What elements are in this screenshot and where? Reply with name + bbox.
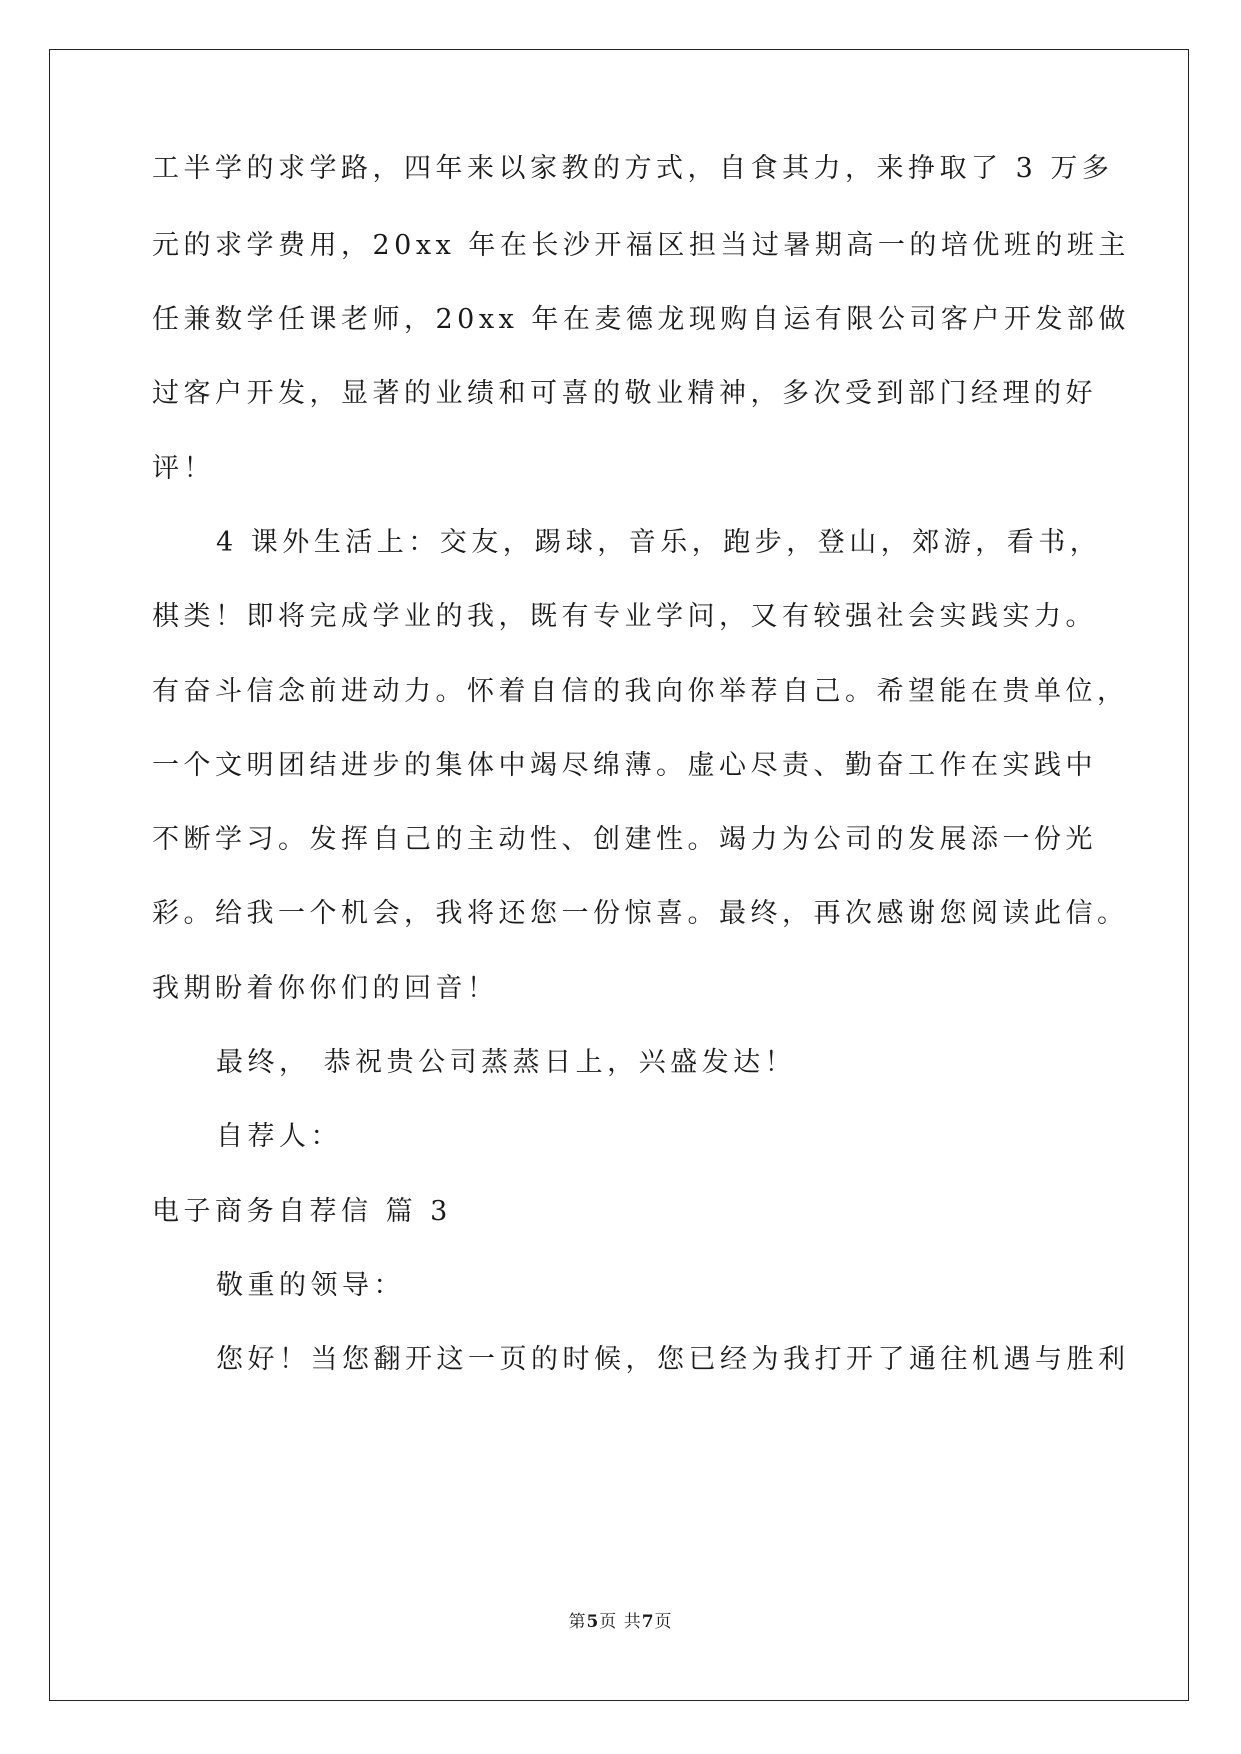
- text-line: 元的求学费用，20xx 年在长沙开福区担当过暑期高一的培优班的班主: [152, 230, 1130, 261]
- page-border: [49, 49, 1189, 1701]
- text-line: 彩。给我一个机会，我将还您一份惊喜。最终，再次感谢您阅读此信。: [152, 898, 1129, 929]
- text-line: 评！: [152, 453, 215, 484]
- text-line: 工半学的求学路，四年来以家教的方式，自食其力，来挣取了 3 万多: [152, 153, 1114, 184]
- text-line: 我期盼着你你们的回音！: [152, 973, 499, 1004]
- signature-label: 自荐人：: [216, 1121, 342, 1152]
- section-title: 电子商务自荐信 篇 3: [152, 1196, 452, 1227]
- text-line: 不断学习。发挥自己的主动性、创建性。竭力为公司的发展添一份光: [152, 824, 1097, 855]
- text-line: 4 课外生活上：交友，踢球，音乐，跑步，登山，郊游，看书，: [216, 527, 1102, 558]
- text-line: 有奋斗信念前进动力。怀着自信的我向你举荐自己。希望能在贵单位，: [152, 676, 1129, 707]
- footer-prefix: 第: [568, 1612, 587, 1632]
- current-page-number: 5: [586, 1612, 600, 1632]
- text-line: 您好！当您翻开这一页的时候，您已经为我打开了通往机遇与胜利: [216, 1344, 1130, 1375]
- text-line: 一个文明团结进步的集体中竭尽绵薄。虚心尽责、勤奋工作在实践中: [152, 750, 1097, 781]
- salutation: 敬重的领导：: [216, 1270, 405, 1301]
- text-line: 过客户开发，显著的业绩和可喜的敬业精神，多次受到部门经理的好: [152, 378, 1097, 409]
- text-line: 任兼数学任课老师，20xx 年在麦德龙现购自运有限公司客户开发部做: [152, 304, 1130, 335]
- text-line: 棋类！即将完成学业的我，既有专业学问，又有较强社会实践实力。: [152, 601, 1097, 632]
- footer-suffix: 页: [654, 1612, 673, 1632]
- footer-mid: 页 共: [599, 1612, 642, 1632]
- total-page-number: 7: [641, 1612, 655, 1632]
- page-footer: [0, 1607, 1241, 1632]
- closing-line: 最终， 恭祝贵公司蒸蒸日上，兴盛发达！: [216, 1047, 797, 1078]
